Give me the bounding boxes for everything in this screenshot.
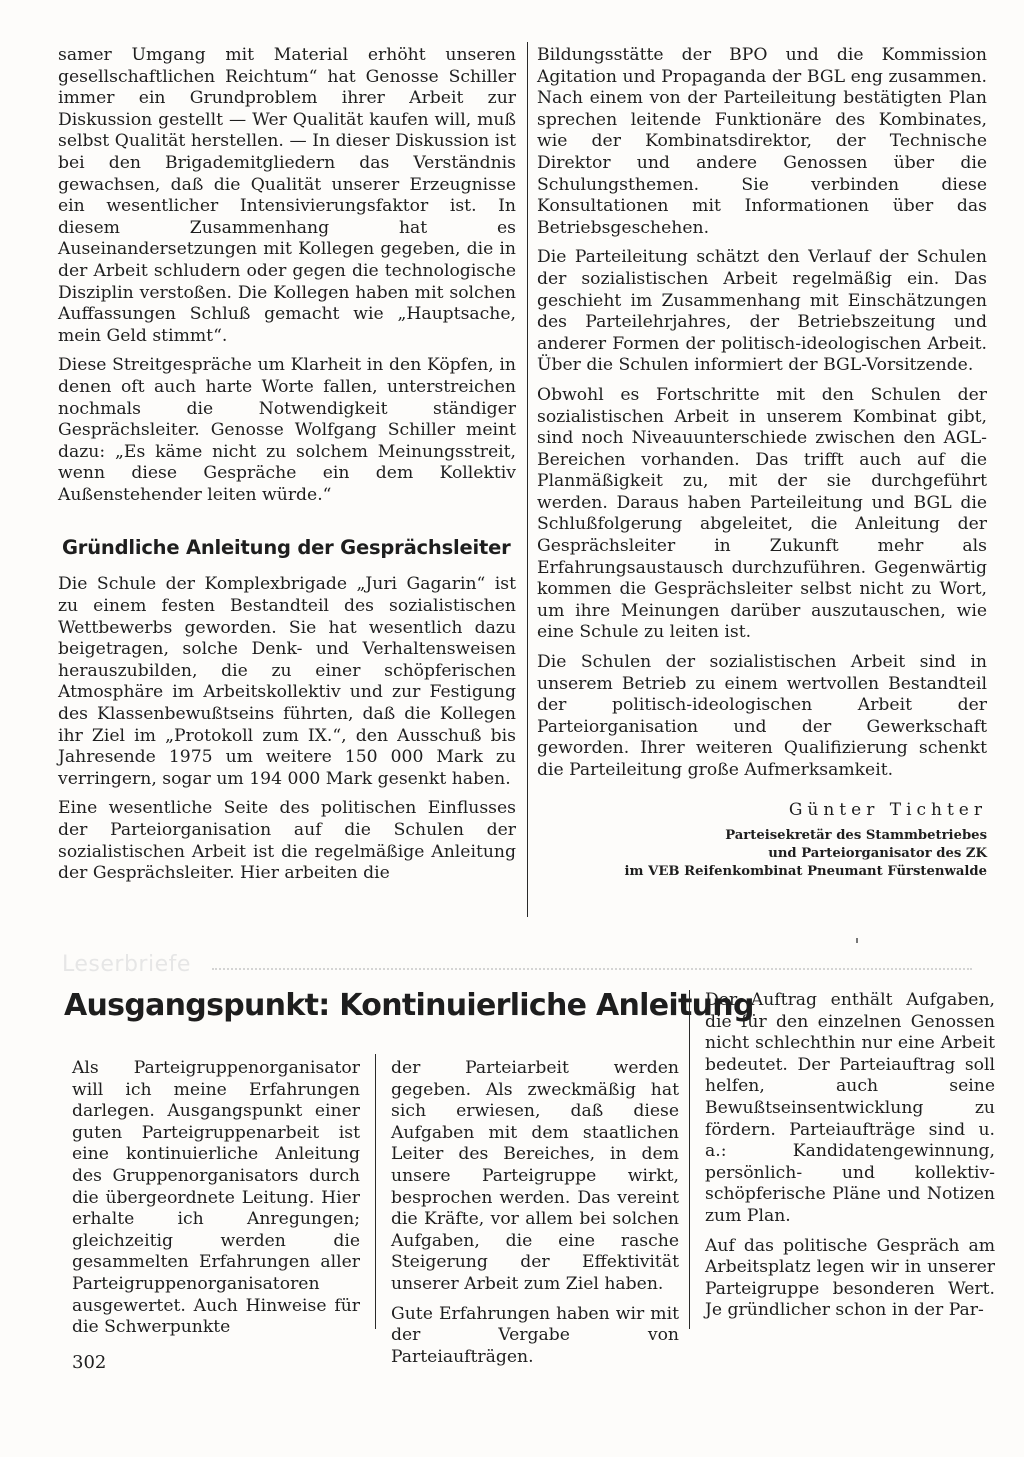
paragraph: Gute Erfahrungen haben wir mit der Vergabe von Parteiaufträgen. — [391, 1303, 679, 1367]
column-divider — [375, 1054, 376, 1329]
paragraph: der Parteiarbeit werden gegeben. Als zweckmäßig hat sich erwiesen, daß diese Aufgaben mit dem staatlichen Leiter des Bereiches, in dem unsere Parteigruppe wirkt, besprochen werden. Das vereint die Kräfte, vor allem bei solchen Aufgaben, die eine rasche Steigerung der Effektivität unserer Arbeit zum Ziel haben. — [391, 1058, 679, 1294]
paragraph: Bildungsstätte der BPO und die Kommission Agitation und Propaganda der BGL eng zusammen. Nach einem von der Parteileitung bestätigten Plan sprechen leitende Funktionäre des Kombinates, wie der Kombinatsdirektor, der Technische Direktor und andere Genossen über die Schulungsthemen. Sie verbinden diese Konsultationen mit Informationen über das Betriebsgeschehen. — [537, 45, 987, 238]
article-title: Ausgangspunkt: Kontinuierliche Anleitung — [64, 988, 754, 1023]
section-subheading: Gründliche Anleitung der Gesprächsleiter — [62, 536, 511, 560]
author-block — [537, 800, 987, 882]
author-title-line: Parteisekretär des Stammbetriebes — [725, 828, 987, 844]
paragraph: samer Umgang mit Material erhöht unseren gesellschaftlichen Reichtum“ hat Genosse Schiller immer ein Grundproblem ihrer Arbeit zur Diskussion gestellt — Wer Qualität kaufen will, muß selbst Qualität herstellen. — In dieser Diskussion ist bei den Brigademitgliedern das Verständnis gewachsen, daß die Qualität unserer Erzeugnisse ein wesentlicher Intensivierungsfaktor ist. In diesem Zusammenhang hat es Auseinandersetzungen mit Kollegen gegeben, die in der Arbeit schludern oder gegen die technologische Disziplin verstoßen. Die Kollegen haben mit solchen Auffassungen Schluß gemacht wie „Hauptsache, mein Geld stimmt“. — [58, 45, 516, 346]
paragraph: Obwohl es Fortschritte mit den Schulen der sozialistischen Arbeit in unserem Kombinat gibt, sind noch Niveauunterschiede zwischen den AGL-Bereichen vorhanden. Das trifft auch auf die Planmäßigkeit zu, mit der sie durchgeführt werden. Daraus haben Parteileitung und BGL die Schlußfolgerung abgeleitet, die Anleitung der Gesprächsleiter in Zukunft mehr als Erfahrungsaustausch durchzuführen. Gegenwärtig kommen die Gesprächsleiter selbst nicht zu Wort, um ihre Meinungen darüber auszutauschen, wie eine Schule zu leiten ist. — [537, 384, 987, 643]
bottom-article-column-3 — [705, 990, 995, 1330]
author-name: Günter Tichter — [788, 799, 987, 820]
top-article-right-column — [537, 45, 987, 881]
section-label: Leserbriefe — [62, 952, 191, 977]
top-article-left-column — [58, 45, 516, 893]
paragraph: Die Schulen der sozialistischen Arbeit sind in unserem Betrieb zu einem wertvollen Bestandteil der politisch-ideologischen Arbeit der Parteiorganisation und der Gewerkschaft geworden. Ihrer weiteren Qualifizierung schenkt die Parteileitung große Aufmerksamkeit. — [537, 652, 987, 780]
paragraph: Auf das politische Gespräch am Arbeitsplatz legen wir in unserer Parteigruppe besonderen Wert. Je gründlicher schon in der Par- — [705, 1235, 995, 1321]
paragraph: Der Auftrag enthält Aufgaben, die für den einzelnen Genossen nicht schlechthin nur eine Arbeit bedeutet. Der Parteiauftrag soll helfen, auch seine Bewußtseinsentwicklung zu fördern. Parteiaufträge sind u. a.: Kandidatengewinnung, persönlich- und kollektiv-schöpferische Pläne und Notizen zum Plan. — [705, 990, 995, 1226]
paragraph: Die Parteileitung schätzt den Verlauf der Schulen der sozialistischen Arbeit regelmäßig ein. Das geschieht im Zusammenhang mit Einschätzungen des Parteilehrjahres, der Betriebszeitung und anderer Formen der politisch-ideologischen Arbeit. Über die Schulen informiert der BGL-Vorsitzende. — [537, 247, 987, 376]
author-title-line: im VEB Reifenkombinat Pneumant Fürstenwalde — [624, 864, 987, 880]
paragraph: Eine wesentliche Seite des politischen Einflusses der Parteiorganisation auf die Schulen der sozialistischen Arbeit ist die regelmäßige Anleitung der Gesprächsleiter. Hier arbeiten die — [58, 798, 516, 884]
section-strip — [62, 952, 992, 980]
print-speck — [856, 938, 858, 943]
paragraph: Die Schule der Komplexbrigade „Juri Gagarin“ ist zu einem festen Bestandteil des sozialistischen Wettbewerbs geworden. Sie hat wesentlich dazu beigetragen, solche Denk- und Verhaltensweisen herauszubilden, die zu einer schöpferischen Atmosphäre im Arbeitskollektiv und zur Festigung des Klassenbewußtseins führten, daß die Kollegen ihr Ziel im „Protokoll zum IX.“, den Ausschuß bis Jahresende 1975 um weitere 150 000 Mark zu verringern, sogar um 194 000 Mark gesenkt haben. — [58, 574, 516, 789]
paragraph: Als Parteigruppenorganisator will ich meine Erfahrungen darlegen. Ausgangspunkt einer guten Parteigruppenarbeit ist eine kontinuierliche Anleitung des Gruppenorganisators durch die übergeordnete Leitung. Hier erhalte ich Anregungen; gleichzeitig werden die gesammelten Erfahrungen aller Parteigruppenorganisatoren ausgewertet. Auch Hinweise für die Schwerpunkte — [72, 1058, 360, 1338]
bottom-article-column-1 — [72, 1058, 360, 1347]
bottom-article-column-2 — [391, 1058, 679, 1376]
column-divider — [527, 42, 528, 917]
paragraph: Diese Streitgespräche um Klarheit in den Köpfen, in denen oft auch harte Worte fallen, unterstreichen nochmals die Notwendigkeit ständiger Gesprächsleiter. Genosse Wolfgang Schiller meint dazu: „Es käme nicht zu solchem Meinungsstreit, wenn diese Gespräche ein dem Kollektiv Außenstehender leiten würde.“ — [58, 355, 516, 505]
page-number: 302 — [72, 1352, 107, 1373]
dotted-divider — [212, 968, 972, 970]
author-title-line: und Parteiorganisator des ZK — [768, 846, 987, 862]
column-divider — [689, 990, 690, 1329]
